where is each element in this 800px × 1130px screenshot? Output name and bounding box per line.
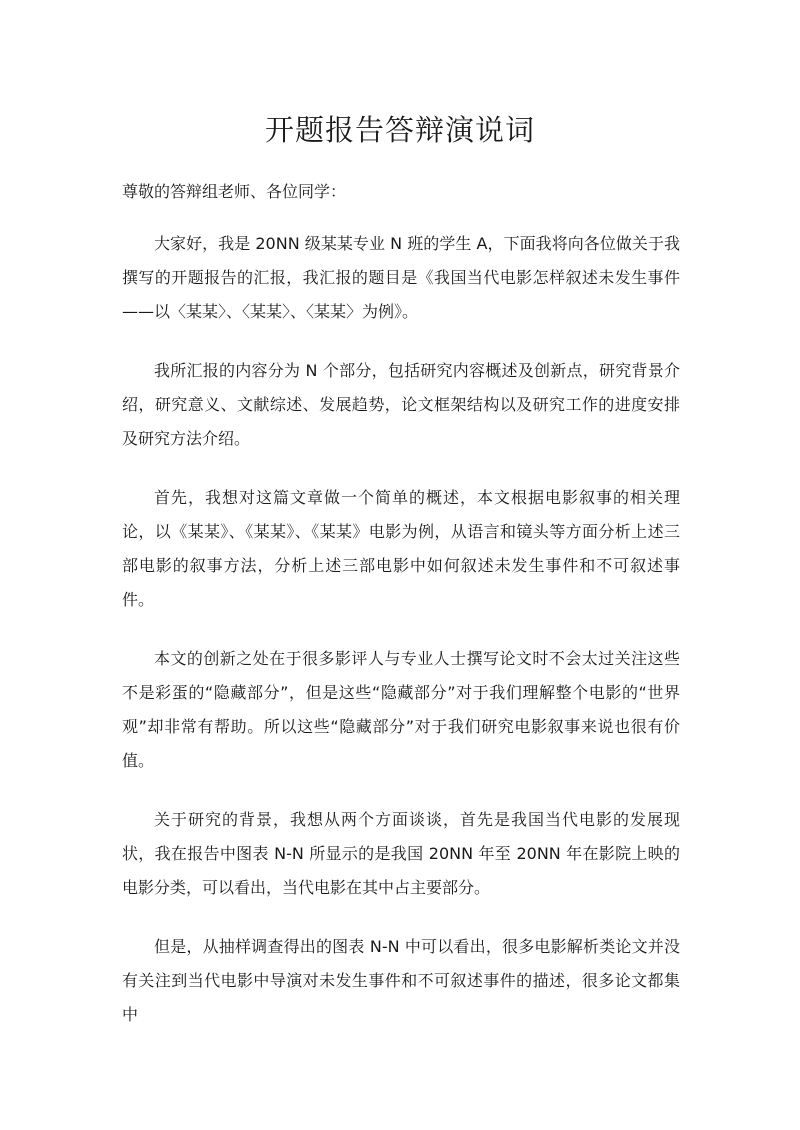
paragraph-survey: 但是，从抽样调查得出的图表 N-N 中可以看出，很多电影解析类论文并没有关注到当代电影中导演对未发生事件和不可叙述事件的描述，很多论文都集中: [122, 937, 680, 1024]
paragraph-outline: 我所汇报的内容分为 N 个部分，包括研究内容概述及创新点，研究背景介绍，研究意义、文献综述、发展趋势，论文框架结构以及研究工作的进度安排及研究方法介绍。: [122, 361, 680, 448]
paragraph-overview: 首先，我想对这篇文章做一个简单的概述，本文根据电影叙事的相关理论，以《某某》、《某某》、《某某》电影为例，从语言和镜头等方面分析上述三部电影的叙事方法，分析上述三部电影中如何叙述未发生事件和不可叙述事件。: [122, 488, 680, 609]
paragraph-greeting: 大家好，我是 20NN 级某某专业 N 班的学生 A，下面我将向各位做关于我撰写的开题报告的汇报，我汇报的题目是《我国当代电影怎样叙述未发生事件——以〈某某〉、〈某某〉、〈某某〉为例》。: [122, 234, 680, 321]
paragraph-background: 关于研究的背景，我想从两个方面谈谈，首先是我国当代电影的发展现状，我在报告中图表 N-N 所显示的是我国 20NN 年至 20NN 年在影院上映的电影分类，可以看出，当代电影在其中占主要部分。: [122, 810, 680, 897]
document-body: [122, 227, 680, 1057]
salutation: 尊敬的答辩组老师、各位同学：: [122, 182, 347, 201]
document-title: 开题报告答辩演说词: [264, 113, 535, 147]
paragraph-innovation: 本文的创新之处在于很多影评人与专业人士撰写论文时不会太过关注这些不是彩蛋的“隐藏部分”，但是这些“隐藏部分”对于我们理解整个电影的“世界观”却非常有帮助。所以这些“隐藏部分”对于我们研究电影叙事来说也很有价值。: [122, 649, 680, 770]
